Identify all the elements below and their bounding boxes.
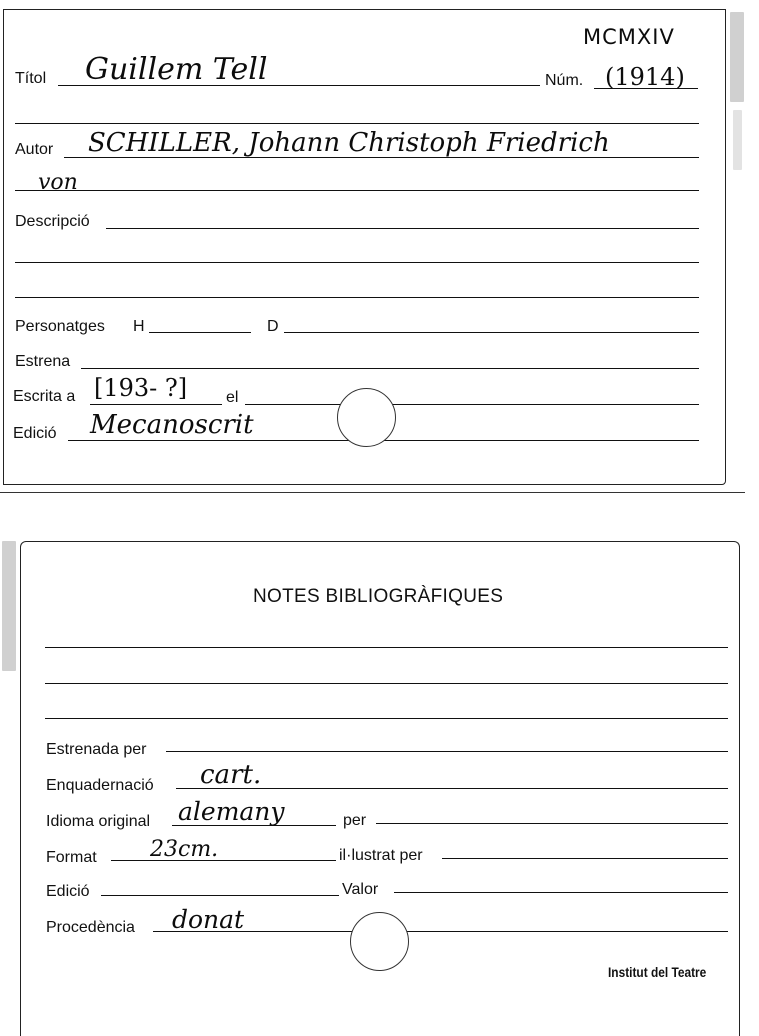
titol-label: Títol: [15, 70, 47, 87]
scan-noise: [730, 12, 744, 102]
escrita-label: Escrita a: [13, 388, 76, 405]
roman-year-annotation: MCMXIV: [583, 25, 675, 49]
estrenada-label: Estrenada per: [46, 741, 147, 758]
estrenada-line: [166, 751, 728, 752]
edicio2-label: Edició: [46, 883, 90, 900]
il-line: [442, 858, 728, 859]
scan-separator: [0, 492, 745, 493]
procedencia-value: donat: [172, 905, 245, 934]
punch-hole-top: [337, 388, 396, 447]
personatges-label: Personatges: [15, 318, 105, 335]
num-label: Núm.: [545, 72, 584, 89]
autor-value: SCHILLER, Johann Christoph Friedrich: [88, 128, 610, 158]
notes-line-2: [45, 683, 728, 684]
notes-line-1: [45, 647, 728, 648]
edicio-label: Edició: [13, 425, 57, 442]
valor-label: Valor: [342, 881, 379, 898]
edicio-value: Mecanoscrit: [90, 410, 254, 440]
per-label: per: [343, 812, 367, 829]
enquadernacio-value: cart.: [200, 760, 262, 790]
descripcio-label: Descripció: [15, 213, 90, 230]
personatges-h-label: H: [133, 318, 145, 335]
notes-heading: NOTES BIBLIOGRÀFIQUES: [253, 586, 504, 607]
escrita-line: [90, 404, 222, 405]
personatges-h-line: [149, 332, 251, 333]
titol-value: Guillem Tell: [85, 52, 268, 87]
format-label: Format: [46, 849, 97, 866]
blank-line-2: [15, 262, 699, 263]
enquadernacio-label: Enquadernació: [46, 777, 154, 794]
edicio2-line: [101, 895, 339, 896]
idioma-label: Idioma original: [46, 813, 151, 830]
idioma-value: alemany: [178, 797, 285, 826]
per-line: [376, 823, 728, 824]
punch-hole-bottom: [350, 912, 409, 971]
personatges-d-label: D: [267, 318, 279, 335]
scan-noise: [2, 541, 16, 671]
el-label: el: [226, 389, 239, 406]
autor-line-2: [15, 190, 699, 191]
il-label: il·lustrat per: [339, 847, 423, 864]
estrena-label: Estrena: [15, 353, 71, 370]
escrita-value: [193- ?]: [94, 374, 188, 402]
format-line: [111, 860, 336, 861]
scan-noise: [733, 110, 742, 170]
procedencia-label: Procedència: [46, 919, 135, 936]
valor-line: [394, 892, 728, 893]
autor-label: Autor: [15, 141, 54, 158]
blank-line-3: [15, 297, 699, 298]
notes-line-3: [45, 718, 728, 719]
blank-line-1: [15, 123, 699, 124]
institution-stamp: Institut del Teatre: [608, 964, 707, 980]
el-line: [245, 404, 699, 405]
num-value: (1914): [605, 63, 685, 91]
personatges-d-line: [284, 332, 699, 333]
autor-value-continued: von: [38, 170, 78, 195]
descripcio-line: [106, 228, 699, 229]
format-value: 23cm.: [150, 837, 219, 862]
estrena-line: [81, 368, 699, 369]
